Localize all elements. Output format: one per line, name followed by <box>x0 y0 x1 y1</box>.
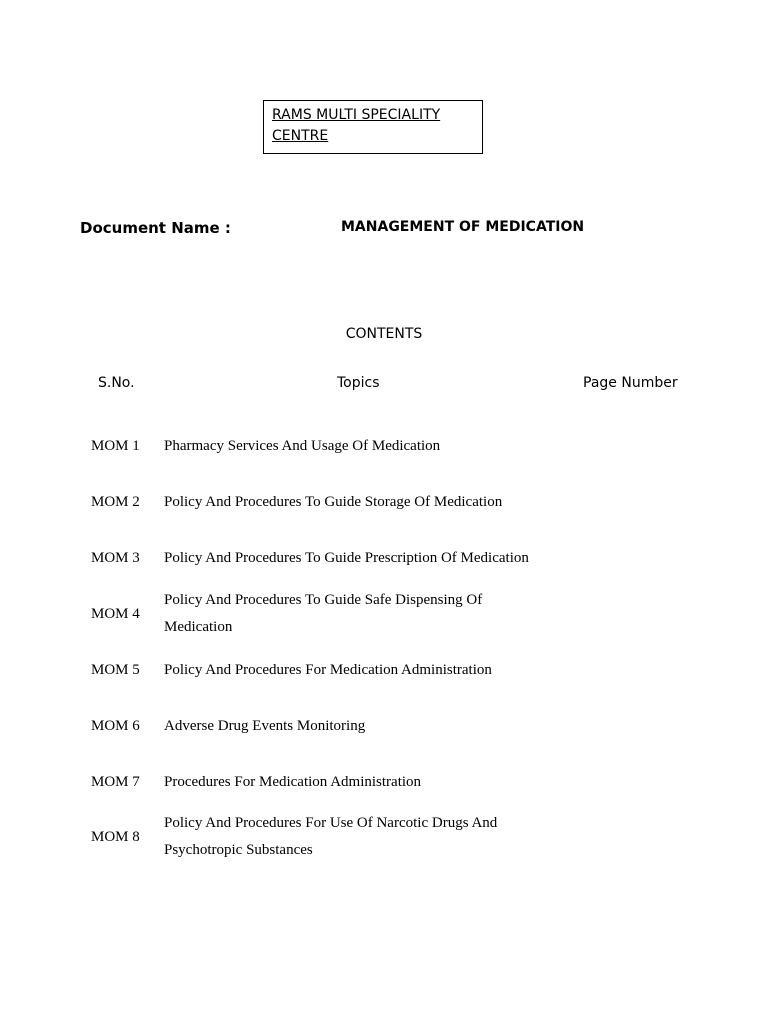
row-topic: Adverse Drug Events Monitoring <box>164 717 366 734</box>
row-sno: MOM 8 <box>91 828 140 845</box>
document-name-label: Document Name : <box>80 219 231 237</box>
table-row <box>0 643 768 697</box>
organization-name-box <box>263 100 483 154</box>
organization-name-line-2: CENTRE <box>272 128 329 144</box>
row-topic: Policy And Procedures To Guide Prescription Of Medication <box>164 549 529 566</box>
table-row <box>0 587 768 641</box>
column-header-page-number: Page Number <box>583 375 678 391</box>
row-sno: MOM 3 <box>91 549 140 566</box>
column-header-sno: S.No. <box>98 375 135 391</box>
contents-title: CONTENTS <box>345 326 423 342</box>
table-row <box>0 810 768 864</box>
row-topic: Policy And Procedures To Guide Storage Of Medication <box>164 493 503 510</box>
table-row <box>0 475 768 529</box>
table-row <box>0 531 768 585</box>
row-topic: Policy And Procedures For Medication Administration <box>164 661 492 678</box>
row-sno: MOM 2 <box>91 493 140 510</box>
row-sno: MOM 1 <box>91 437 140 454</box>
table-row <box>0 419 768 473</box>
table-row <box>0 755 768 809</box>
table-row <box>0 699 768 753</box>
row-sno: MOM 7 <box>91 773 140 790</box>
row-sno: MOM 4 <box>91 605 140 622</box>
row-sno: MOM 5 <box>91 661 140 678</box>
row-topic: Pharmacy Services And Usage Of Medication <box>164 437 441 454</box>
row-topic: Procedures For Medication Administration <box>164 773 422 790</box>
document-name-value: MANAGEMENT OF MEDICATION <box>341 219 585 235</box>
column-header-topics: Topics <box>337 375 380 391</box>
row-topic: Policy And Procedures To Guide Safe Dispensing Of Medication <box>164 592 483 635</box>
row-sno: MOM 6 <box>91 717 140 734</box>
organization-name-line-1: RAMS MULTI SPECIALITY <box>272 107 441 123</box>
row-topic: Policy And Procedures For Use Of Narcotic Drugs And Psychotropic Substances <box>164 815 498 858</box>
